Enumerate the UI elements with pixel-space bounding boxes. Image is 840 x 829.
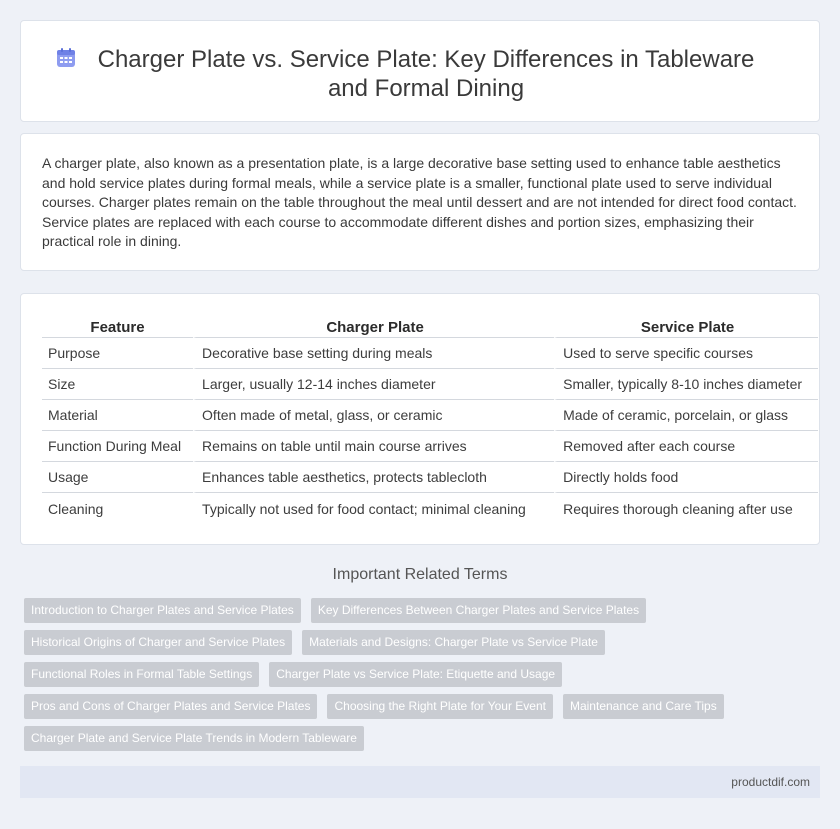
related-term-link[interactable]: Choosing the Right Plate for Your Event (327, 694, 552, 719)
related-term-link[interactable]: Introduction to Charger Plates and Service Plates (24, 598, 301, 623)
table-row (42, 431, 818, 462)
charger-cell: Enhances table aesthetics, protects tablecloth (193, 462, 554, 493)
table-row (42, 400, 818, 431)
feature-cell: Size (42, 369, 193, 400)
related-term-link[interactable]: Functional Roles in Formal Table Settings (24, 662, 259, 687)
page-title: Charger Plate vs. Service Plate: Key Differences in Tableware and Formal Dining (97, 46, 755, 102)
charger-cell: Often made of metal, glass, or ceramic (193, 400, 554, 431)
table-row (42, 369, 818, 400)
comparison-table (42, 318, 818, 524)
tag-row (24, 694, 820, 726)
tag-row (24, 598, 820, 630)
tag-row (24, 662, 820, 694)
footer-site: productdif.com (731, 775, 810, 789)
related-term-link[interactable]: Key Differences Between Charger Plates and Service Plates (311, 598, 646, 623)
related-terms-list (24, 598, 820, 758)
header-feature: Feature (42, 318, 193, 338)
feature-cell: Usage (42, 462, 193, 493)
comparison-card (20, 293, 820, 545)
service-cell: Made of ceramic, porcelain, or glass (554, 400, 818, 431)
charger-cell: Typically not used for food contact; minimal cleaning (193, 493, 554, 524)
charger-cell: Decorative base setting during meals (193, 338, 554, 369)
table-row (42, 462, 818, 493)
intro-paragraph: A charger plate, also known as a presentation plate, is a large decorative base setting used to enhance table aesthetics and hold service plates during formal meals, while a service plate is a smaller, functional plate used to serve individual courses. Charger plates remain on the table throughout the meal until dessert and are not intended for direct food contact. Service plates are replaced with each course to accommodate different dishes and portion sizes, emphasizing their practical role in dining. (42, 155, 797, 249)
feature-cell: Material (42, 400, 193, 431)
service-cell: Used to serve specific courses (554, 338, 818, 369)
table-row (42, 338, 818, 369)
service-cell: Removed after each course (554, 431, 818, 462)
tag-row (24, 630, 820, 662)
table-header-row (42, 318, 818, 338)
service-cell: Directly holds food (554, 462, 818, 493)
related-terms-heading: Important Related Terms (332, 566, 508, 583)
related-term-link[interactable]: Pros and Cons of Charger Plates and Service Plates (24, 694, 317, 719)
charger-cell: Remains on table until main course arrives (193, 431, 554, 462)
table-row (42, 493, 818, 524)
related-term-link[interactable]: Charger Plate vs Service Plate: Etiquette and Usage (269, 662, 562, 687)
title-card (20, 20, 820, 122)
charger-cell: Larger, usually 12-14 inches diameter (193, 369, 554, 400)
related-term-link[interactable]: Charger Plate and Service Plate Trends in Modern Tableware (24, 726, 364, 751)
feature-cell: Purpose (42, 338, 193, 369)
tag-row (24, 726, 820, 758)
service-cell: Requires thorough cleaning after use (554, 493, 818, 524)
header-charger-plate: Charger Plate (193, 318, 554, 338)
service-cell: Smaller, typically 8-10 inches diameter (554, 369, 818, 400)
related-term-link[interactable]: Historical Origins of Charger and Service Plates (24, 630, 292, 655)
intro-card (20, 133, 820, 271)
related-term-link[interactable]: Maintenance and Care Tips (563, 694, 724, 719)
related-term-link[interactable]: Materials and Designs: Charger Plate vs Service Plate (302, 630, 605, 655)
footer (20, 766, 820, 798)
feature-cell: Function During Meal (42, 431, 193, 462)
feature-cell: Cleaning (48, 500, 104, 517)
header-service-plate: Service Plate (554, 318, 818, 338)
